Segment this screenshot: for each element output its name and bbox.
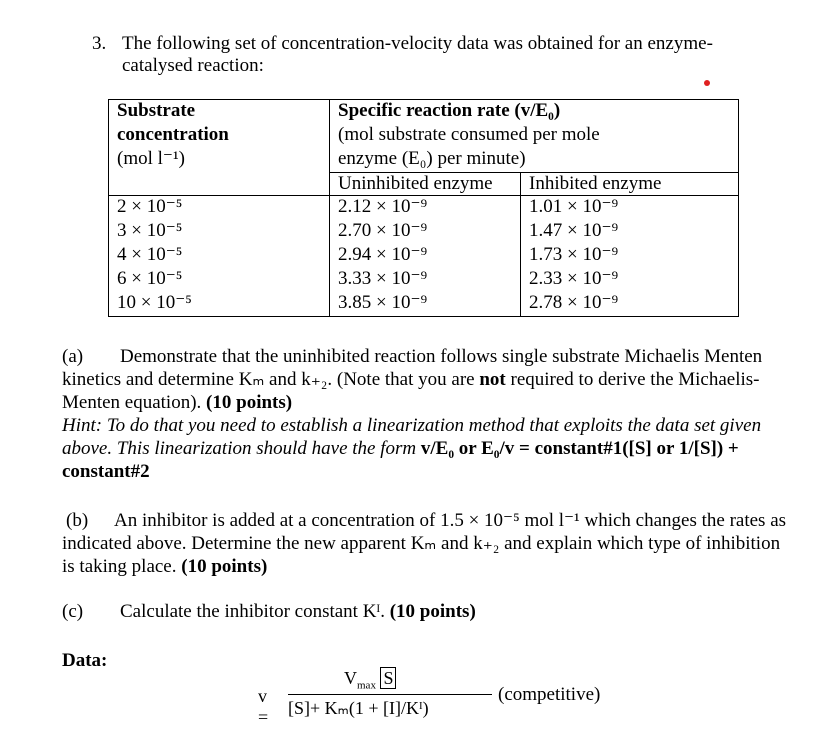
question-intro: The following set of concentration-velocity data was obtained for an enzyme-catalysed reaction: [122, 33, 713, 76]
red-dot-marker [704, 80, 710, 86]
header-rate-line: (mol substrate consumed per mole [338, 124, 600, 145]
uninhibited-value: 2.70 × 10⁻⁹ [338, 220, 428, 241]
part-b-label: (b) [66, 510, 89, 531]
part-a-text2: required to derive the Michaelis-Menten equation). [62, 369, 760, 413]
equation-lhs: v = [258, 686, 269, 727]
part-c-label: (c) [62, 601, 84, 622]
uninhibited-value: 2.12 × 10⁻⁹ [338, 196, 428, 217]
part-b-points: (10 points) [181, 556, 268, 577]
column-inhibited [521, 196, 739, 317]
equation-denominator: [S]+ Kₘ(1 + [I]/Kᴵ) [288, 698, 429, 718]
header-substrate-line: concentration [117, 124, 229, 145]
part-a-not: not [479, 369, 506, 390]
data-label: Data: [62, 650, 108, 671]
part-a-hint: Hint: To do that you need to establish a linearization method that exploits the data set given above. This linearization should have the form [62, 415, 762, 459]
uninhibited-value: 3.33 × 10⁻⁹ [338, 268, 428, 289]
substrate-value: 2 × 10⁻⁵ [117, 196, 183, 217]
substrate-value: 10 × 10⁻⁵ [117, 292, 192, 313]
substrate-value: 4 × 10⁻⁵ [117, 244, 183, 265]
inhibited-value: 1.73 × 10⁻⁹ [529, 244, 619, 265]
equation-vmax-sub: max [357, 679, 376, 692]
equation-vmax: V [344, 668, 357, 688]
substrate-value: 3 × 10⁻⁵ [117, 220, 183, 241]
part-a-form: v/E₀ or E₀/v = constant#1([S] or 1/[S]) + constant#2 [62, 438, 739, 482]
column-uninhibited [330, 196, 521, 317]
inhibited-value: 2.78 × 10⁻⁹ [529, 292, 619, 313]
uninhibited-value: 2.94 × 10⁻⁹ [338, 244, 428, 265]
header-substrate [109, 100, 330, 196]
part-a [62, 345, 792, 483]
header-rate-line: enzyme (E₀) per minute) [338, 148, 526, 169]
equation-substrate: S [380, 667, 396, 689]
header-substrate-unit: (mol l⁻¹) [117, 148, 185, 169]
inhibited-value: 2.33 × 10⁻⁹ [529, 268, 619, 289]
part-b-text: An inhibitor is added at a concentration of 1.5 × 10⁻⁵ mol l⁻¹ which changes the rates as indicated above. Determine the new apparent Kₘ and k₊₂ and explain which type of inhibition is taking place. [62, 510, 787, 577]
part-c-text: Calculate the inhibitor constant Kᴵ. [120, 601, 390, 622]
part-a-label: (a) [62, 346, 84, 367]
header-substrate-line: Substrate [117, 100, 196, 121]
header-inhibited: Inhibited enzyme [521, 173, 739, 196]
part-a-text: Demonstrate that the uninhibited reaction follows single substrate Michaelis Menten kinetics and determine Kₘ and k₊₂. (Note that you are [62, 346, 763, 390]
fraction-bar [288, 694, 492, 695]
question-number: 3. [92, 33, 107, 54]
header-rate [330, 100, 739, 173]
data-table [108, 99, 739, 317]
inhibited-value: 1.01 × 10⁻⁹ [529, 196, 619, 217]
header-rate-title: Specific reaction rate (v/E₀) [338, 100, 561, 121]
column-substrate [109, 196, 330, 317]
part-c [62, 600, 792, 623]
inhibited-value: 1.47 × 10⁻⁹ [529, 220, 619, 241]
substrate-value: 6 × 10⁻⁵ [117, 268, 183, 289]
part-c-points: (10 points) [389, 601, 476, 622]
part-b [62, 509, 792, 578]
part-a-points: (10 points) [206, 392, 293, 413]
header-uninhibited: Uninhibited enzyme [330, 173, 521, 196]
equation-numerator [344, 668, 396, 692]
uninhibited-value: 3.85 × 10⁻⁹ [338, 292, 428, 313]
competitive-note: (competitive) [498, 684, 601, 705]
